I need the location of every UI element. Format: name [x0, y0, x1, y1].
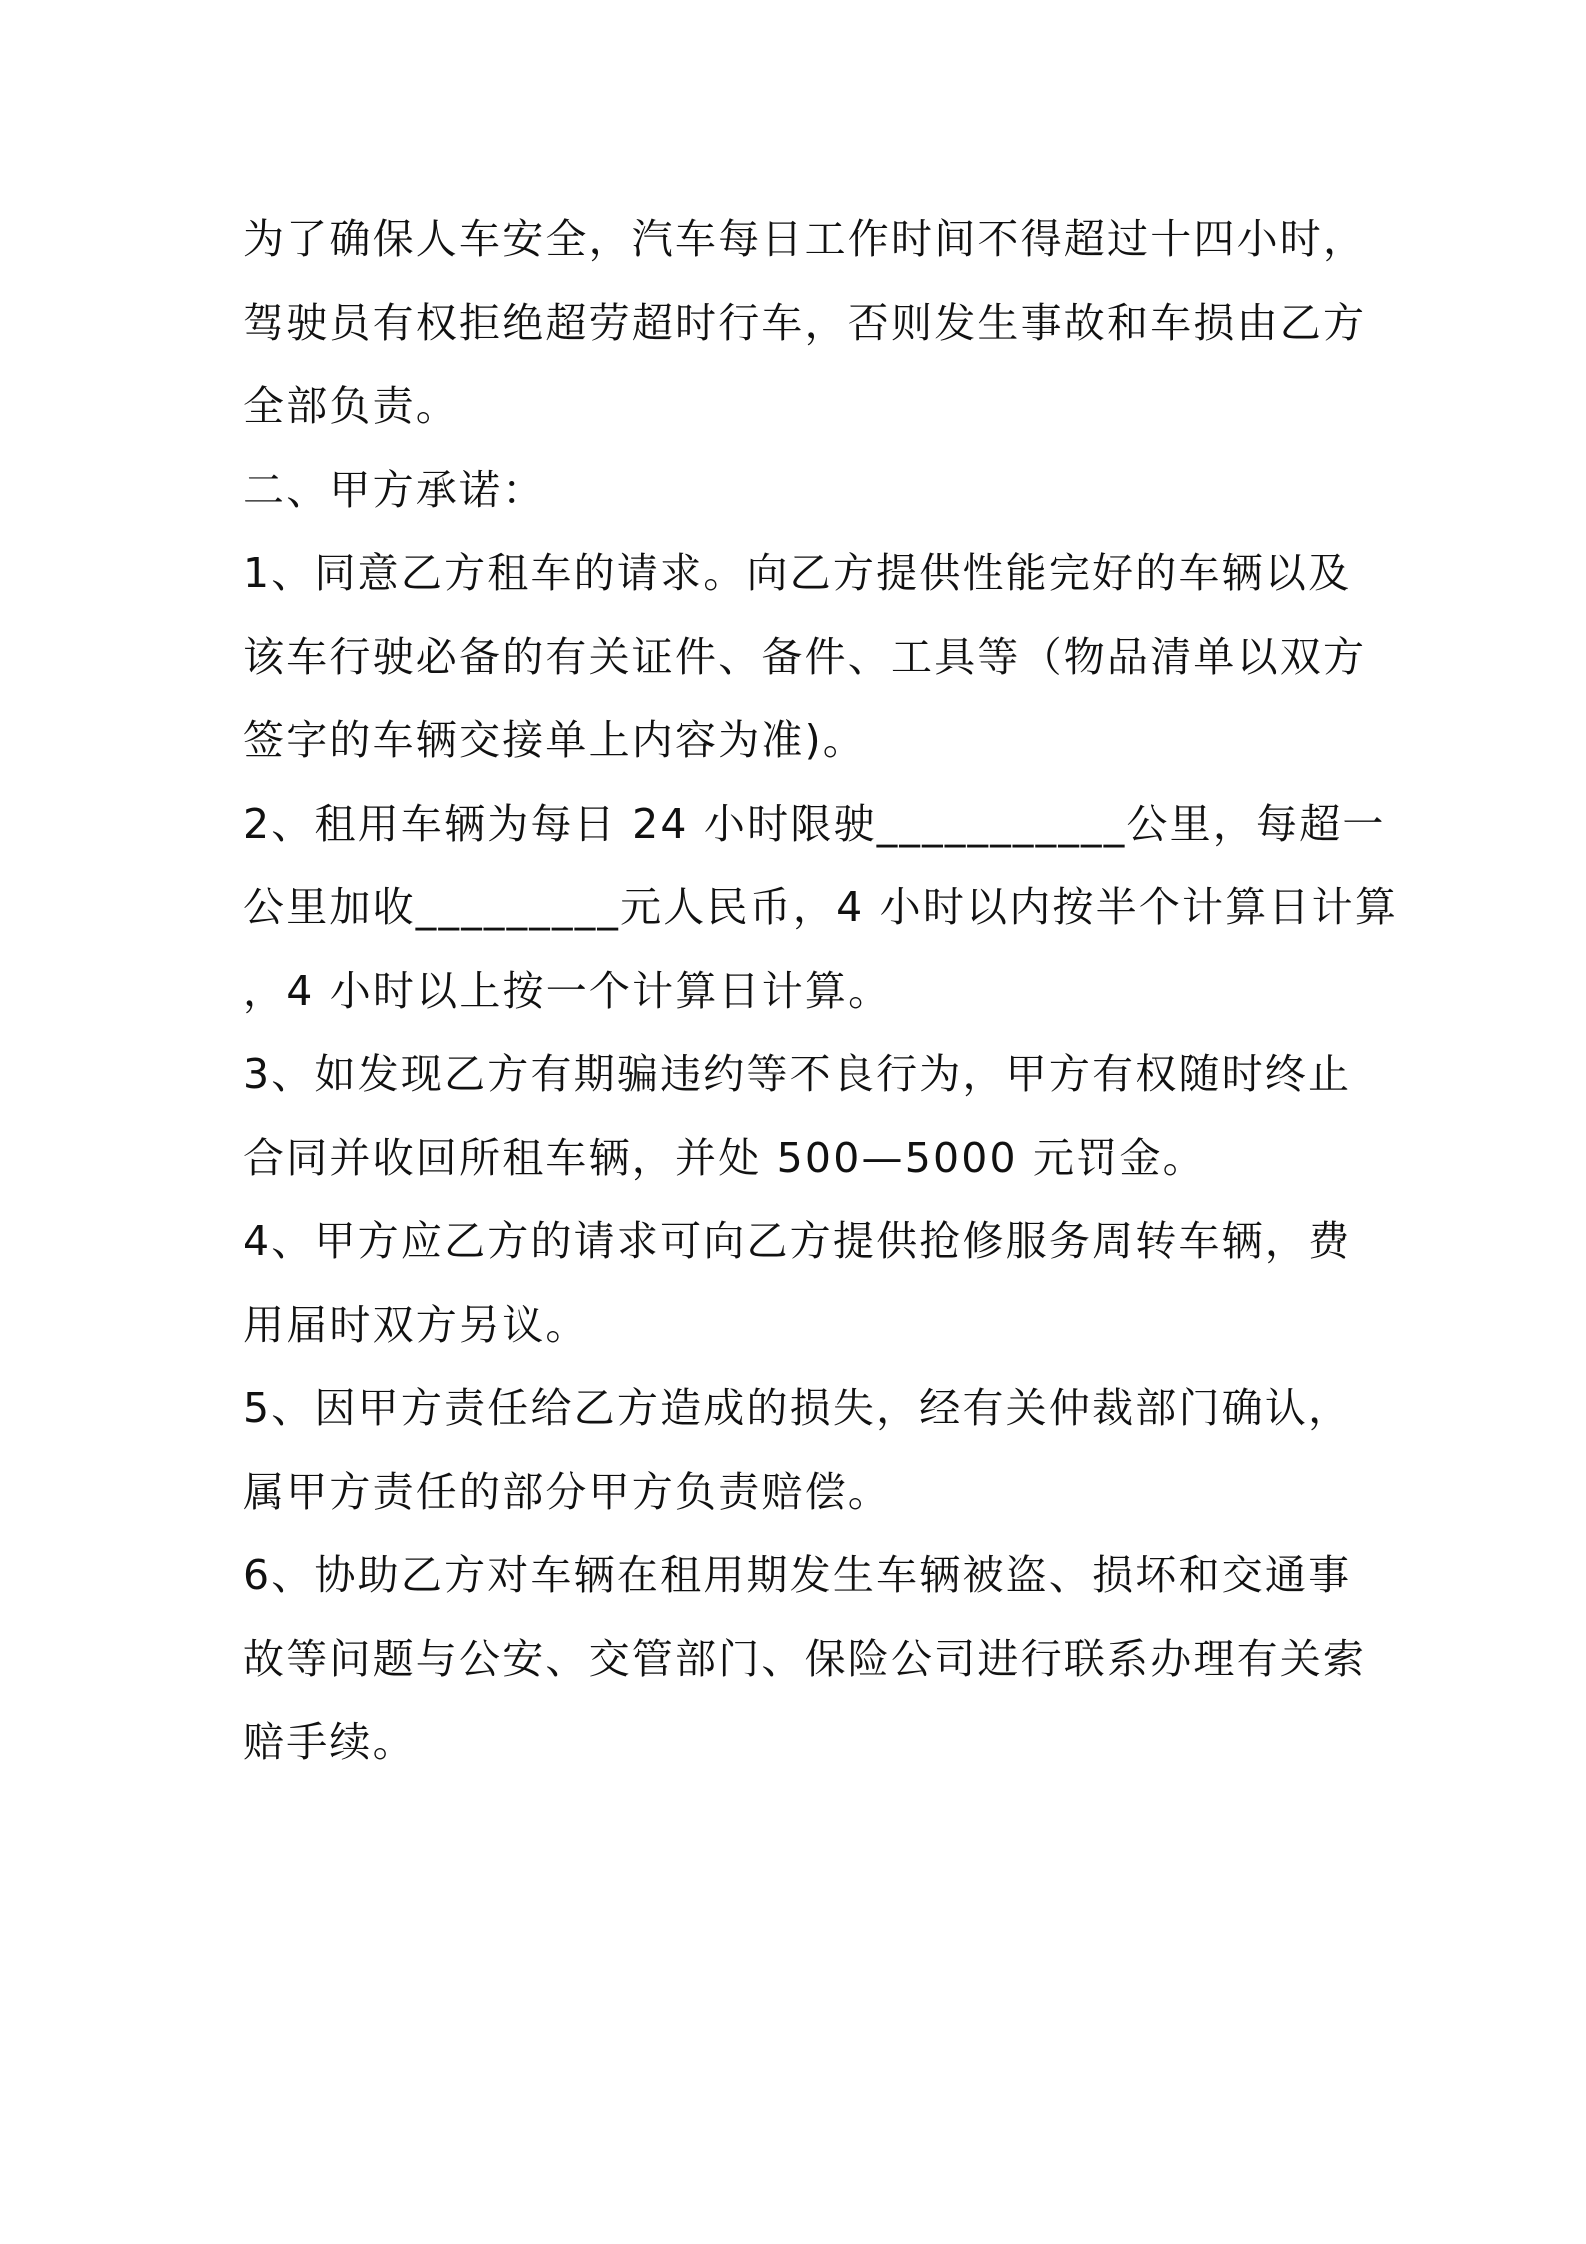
text-line: 为了确保人车安全，汽车每日工作时间不得超过十四小时， [243, 215, 1367, 263]
section-heading: 二、甲方承诺： [243, 465, 546, 514]
text-line: 合同并收回所租车辆，并处 500—5000 元罚金。 [243, 1133, 1206, 1182]
text-line: 该车行驶必备的有关证件、备件、工具等（物品清单以双方 [243, 632, 1367, 681]
text-line: 签字的车辆交接单上内容为准)。 [243, 716, 866, 764]
text-line: 驾驶员有权拒绝超劳超时行车，否则发生事故和车损由乙方 [243, 298, 1367, 347]
text-line: 2、租用车辆为每日 24 小时限驶___________公里，每超一 [243, 799, 1386, 848]
text-line: 赔手续。 [243, 1718, 416, 1766]
text-line: 6、协助乙方对车辆在租用期发生车辆被盗、损坏和交通事 [243, 1551, 1352, 1599]
text-line: 用届时双方另议。 [243, 1300, 589, 1349]
text-line: 1、同意乙方租车的请求。向乙方提供性能完好的车辆以及 [243, 549, 1352, 597]
document-body [243, 198, 1399, 1785]
text-line: 公里加收_________元人民币，4 小时以内按半个计算日计算 [243, 883, 1399, 931]
text-line: 5、因甲方责任给乙方造成的损失，经有关仲裁部门确认， [243, 1384, 1352, 1432]
text-line: 属甲方责任的部分甲方负责赔偿。 [243, 1467, 891, 1516]
text-line: 3、如发现乙方有期骗违约等不良行为，甲方有权随时终止 [243, 1050, 1352, 1098]
text-line: ，4 小时以上按一个计算日计算。 [243, 966, 892, 1015]
text-line: 故等问题与公安、交管部门、保险公司进行联系办理有关索 [243, 1634, 1367, 1683]
text-line: 4、甲方应乙方的请求可向乙方提供抢修服务周转车辆，费 [243, 1217, 1352, 1265]
text-line: 全部负责。 [243, 382, 459, 430]
